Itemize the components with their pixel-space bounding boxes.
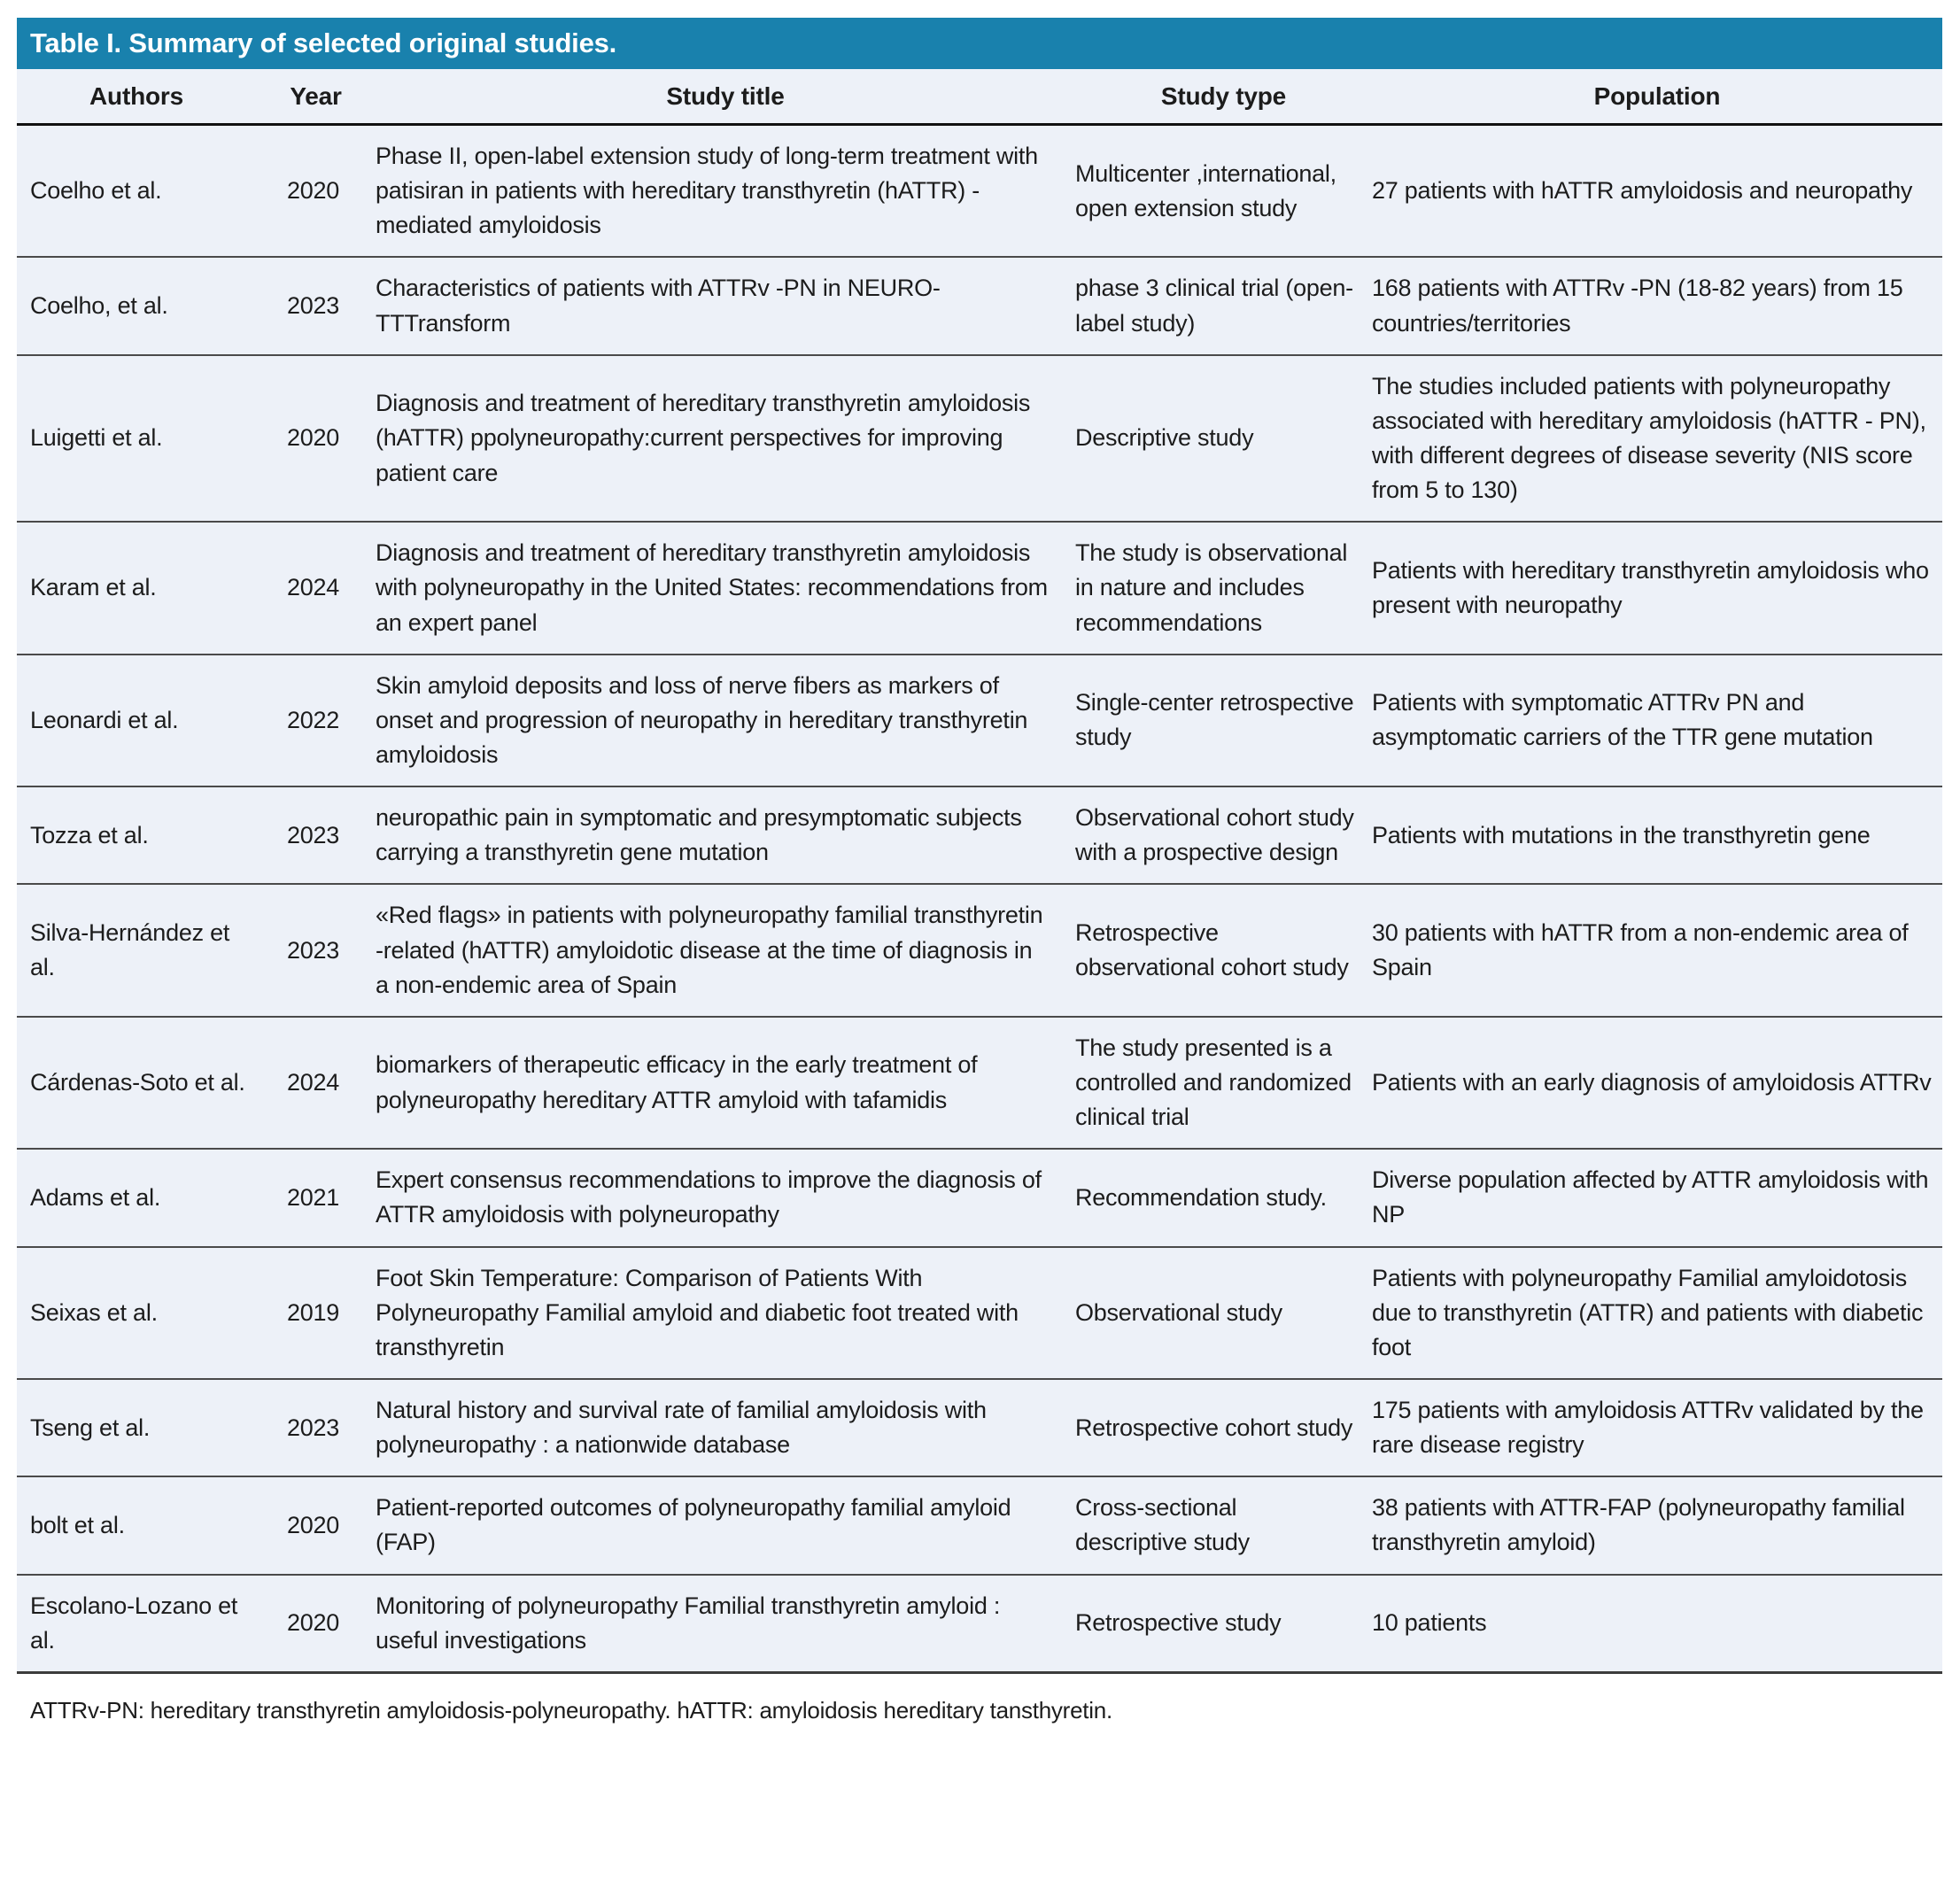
year-cell: 2020 (256, 1575, 376, 1673)
column-header-authors: Authors (17, 69, 256, 125)
year-cell: 2022 (256, 655, 376, 786)
year-cell: 2023 (256, 1379, 376, 1476)
study-type-cell: Retrospective cohort study (1075, 1379, 1372, 1476)
table-row (17, 1017, 1942, 1149)
population-cell: 10 patients (1372, 1575, 1942, 1673)
year-cell: 2024 (256, 1017, 376, 1149)
table-row (17, 1247, 1942, 1379)
table-row (17, 884, 1942, 1016)
study-title-cell: Diagnosis and treatment of hereditary transthyretin amyloidosis with polyneuropathy in the United States: recommendations from an expert panel (376, 522, 1075, 654)
author-cell: bolt et al. (17, 1476, 256, 1574)
study-title-cell: Characteristics of patients with ATTRv -PN in NEURO- TTTransform (376, 257, 1075, 354)
column-header-population: Population (1372, 69, 1942, 125)
author-cell: Karam et al. (17, 522, 256, 654)
table-row (17, 355, 1942, 523)
study-title-cell: Monitoring of polyneuropathy Familial transthyretin amyloid : useful investigations (376, 1575, 1075, 1673)
study-title-cell: neuropathic pain in symptomatic and presymptomatic subjects carrying a transthyretin gene mutation (376, 786, 1075, 884)
table-body (17, 125, 1942, 1673)
study-type-cell: Retrospective observational cohort study (1075, 884, 1372, 1016)
table-header (17, 69, 1942, 125)
population-cell: Patients with an early diagnosis of amyloidosis ATTRv (1372, 1017, 1942, 1149)
study-title-cell: Expert consensus recommendations to improve the diagnosis of ATTR amyloidosis with polyneuropathy (376, 1149, 1075, 1246)
study-title-cell: Phase II, open-label extension study of long-term treatment with patisiran in patients with hereditary transthyretin (hATTR) -mediated amyloidosis (376, 143, 1038, 239)
author-cell: Tozza et al. (17, 786, 256, 884)
population-cell: 175 patients with amyloidosis ATTRv validated by the rare disease registry (1372, 1379, 1942, 1476)
population-cell: Diverse population affected by ATTR amyloidosis with NP (1372, 1149, 1942, 1246)
population-cell: Patients with hereditary transthyretin amyloidosis who present with neuropathy (1372, 522, 1942, 654)
study-type-cell: Recommendation study. (1075, 1149, 1372, 1246)
table-row (17, 786, 1942, 884)
author-cell: Silva-Hernández et al. (17, 884, 256, 1016)
study-type-cell: phase 3 clinical trial (open-label study) (1075, 257, 1372, 354)
table-row (17, 1575, 1942, 1673)
study-title-cell: Foot Skin Temperature: Comparison of Patients With Polyneuropathy Familial amyloid and diabetic foot treated with transthyretin (376, 1247, 1075, 1379)
author-cell: Tseng et al. (17, 1379, 256, 1476)
author-cell: Luigetti et al. (17, 355, 256, 523)
author-cell: Escolano-Lozano et al. (17, 1575, 256, 1673)
study-title-cell: Natural history and survival rate of familial amyloidosis with polyneuropathy : a nationwide database (376, 1379, 1075, 1476)
study-type-cell: Observational study (1075, 1247, 1372, 1379)
author-cell: Cárdenas-Soto et al. (17, 1017, 256, 1149)
population-cell: 30 patients with hATTR from a non-endemic area of Spain (1372, 884, 1942, 1016)
table-title: Table I. Summary of selected original studies. (17, 18, 1942, 69)
study-type-cell: Observational cohort study with a prospective design (1075, 786, 1372, 884)
author-cell: Coelho, et al. (17, 257, 256, 354)
year-cell: 2023 (256, 786, 376, 884)
study-title-cell: «Red flags» in patients with polyneuropathy familial transthyretin -related (hATTR) amyloidotic disease at the time of diagnosis in a non-endemic area of Spain (376, 884, 1075, 1016)
column-header-study-type: Study type (1075, 69, 1372, 125)
population-cell: The studies included patients with polyneuropathy associated with hereditary amyloidosis (hATTR - PN), with different degrees of disease severity (NIS score from 5 to 130) (1372, 355, 1942, 523)
author-cell: Adams et al. (17, 1149, 256, 1246)
author-cell: Coelho et al. (30, 177, 162, 205)
footnote: ATTRv-PN: hereditary transthyretin amyloidosis-polyneuropathy. hATTR: amyloidosis hereditary tansthyretin. (30, 1696, 1112, 1724)
table-row (17, 655, 1942, 786)
population-cell: Patients with polyneuropathy Familial amyloidotosis due to transthyretin (ATTR) and patients with diabetic foot (1372, 1247, 1942, 1379)
summary-table-container (17, 18, 1942, 1724)
study-title-cell: Diagnosis and treatment of hereditary transthyretin amyloidosis (hATTR) ppolyneuropathy:current perspectives for improving patient care (376, 355, 1075, 523)
study-title-cell: Skin amyloid deposits and loss of nerve fibers as markers of onset and progression of neuropathy in hereditary transthyretin amyloidosis (376, 655, 1075, 786)
year-cell: 2020 (256, 1476, 376, 1574)
column-header-study-title: Study title (376, 69, 1075, 125)
population-cell: 38 patients with ATTR-FAP (polyneuropathy familial transthyretin amyloid) (1372, 1476, 1942, 1574)
population-cell: Patients with mutations in the transthyretin gene (1372, 786, 1942, 884)
table-row (17, 1149, 1942, 1246)
study-type-cell: The study presented is a controlled and randomized clinical trial (1075, 1017, 1372, 1149)
year-cell: 2020 (286, 177, 340, 205)
year-cell: 2021 (256, 1149, 376, 1246)
year-cell: 2020 (256, 355, 376, 523)
table-row (17, 257, 1942, 354)
author-cell: Seixas et al. (17, 1247, 256, 1379)
table-row (17, 125, 1942, 258)
table-row (17, 522, 1942, 654)
year-cell: 2019 (256, 1247, 376, 1379)
year-cell: 2023 (256, 884, 376, 1016)
table-row (17, 1379, 1942, 1476)
study-type-cell: The study is observational in nature and includes recommendations (1075, 522, 1372, 654)
study-title-cell: biomarkers of therapeutic efficacy in the early treatment of polyneuropathy hereditary ATTR amyloid with tafamidis (376, 1017, 1075, 1149)
population-cell: 168 patients with ATTRv -PN (18-82 years) from 15 countries/territories (1372, 257, 1942, 354)
study-type-cell: Single-center retrospective study (1075, 655, 1372, 786)
study-type-cell: Descriptive study (1075, 355, 1372, 523)
year-cell: 2023 (256, 257, 376, 354)
population-cell: Patients with symptomatic ATTRv PN and asymptomatic carriers of the TTR gene mutation (1372, 655, 1942, 786)
column-header-year: Year (256, 69, 376, 125)
studies-table (17, 69, 1942, 1674)
study-type-cell: Multicenter ,international, open extension study (1075, 159, 1336, 221)
table-row (17, 1476, 1942, 1574)
population-cell: 27 patients with hATTR amyloidosis and neuropathy (1372, 177, 1913, 205)
study-type-cell: Cross-sectional descriptive study (1075, 1476, 1372, 1574)
author-cell: Leonardi et al. (17, 655, 256, 786)
study-type-cell: Retrospective study (1075, 1575, 1372, 1673)
year-cell: 2024 (256, 522, 376, 654)
study-title-cell: Patient-reported outcomes of polyneuropathy familial amyloid (FAP) (376, 1476, 1075, 1574)
header-row (17, 69, 1942, 125)
